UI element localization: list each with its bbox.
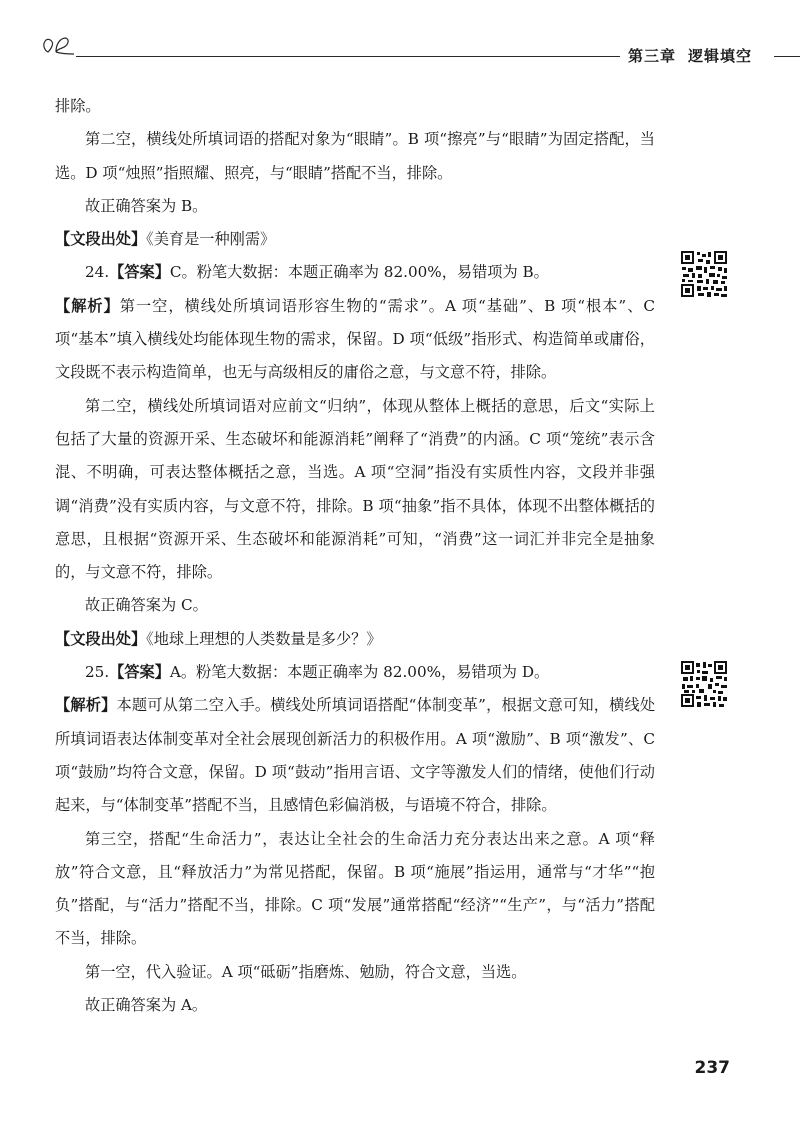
label: 【文段出处】 [55,629,147,648]
page-content [55,90,655,1022]
label: 【答案】 [109,663,170,682]
label: 【答案】 [109,263,170,282]
analysis-paragraph: 【解析】第一空，横线处所填词语形容生物的“需求”。A 项“基础”、B 项“根本”、C 项“基本”填入横线处均能体现生物的需求，保留。D 项“低级”指形式、构造简单或庸俗，文段既不表示构造简单，也无与高级相反的庸俗之意，与文意不符，排除。 [55,296,656,382]
page-number: 237 [694,1058,730,1078]
header-rule-right [774,56,800,57]
answer-line: 25.【答案】A。粉笔大数据：本题正确率为 82.00%，易错项为 D。 [85,663,550,682]
paragraph: 第一空，代入验证。A 项“砥砺”指磨炼、勉励，符合文意，当选。 [85,962,527,981]
sprout-icon [40,32,74,56]
chapter-title [628,45,752,66]
chapter-number: 第三章 [628,47,677,65]
header-rule [76,56,620,57]
paragraph: 排除。 [55,97,101,115]
paragraph: 第三空，搭配“生命活力”，表达让全社会的生命活力充分表达出来之意。A 项“释放”符合文意，且“释放活力”为常见搭配，保留。B 项“施展”指运用，通常与“才华”“抱负”搭配，与“活力”搭配不当，排除。C 项“发展”通常搭配“经济”“生产”，与“活力”搭配不当，排除。 [55,829,655,948]
label: 【解析】 [55,296,120,315]
question-number: 24. [85,263,110,282]
paragraph: 故正确答案为 A。 [85,996,208,1015]
qr-code-icon[interactable] [680,660,728,708]
source-line: 【文段出处】《美育是一种刚需》 [55,230,276,249]
page-header [40,32,800,72]
label: 【文段出处】 [55,230,147,249]
label: 【解析】 [55,696,117,715]
source-line: 【文段出处】《地球上理想的人类数量是多少？》 [55,629,382,648]
chapter-section: 逻辑填空 [688,47,753,65]
qr-code-icon[interactable] [680,250,728,298]
answer-line: 24.【答案】C。粉笔大数据：本题正确率为 82.00%，易错项为 B。 [85,263,549,282]
question-number: 25. [85,663,110,682]
paragraph: 故正确答案为 C。 [85,596,208,615]
paragraph: 第二空，横线处所填词语对应前文“归纳”，体现从整体上概括的意思，后文“实际上包括了大量的资源开采、生态破坏和能源消耗”阐释了“消费”的内涵。C 项“笼统”表示含混、不明确，可表达整体概括之意，当选。A 项“空洞”指没有实质性内容，文段并非强调“消费”没有实质内容，与文意不符，排除。B 项“抽象”指不具体，体现不出整体概括的意思，且根据“资源开采、生态破坏和能源消耗”可知，“消费”这一词汇并非完全是抽象的，与文意不符，排除。 [55,396,655,582]
analysis-paragraph: 【解析】本题可从第二空入手。横线处所填词语搭配“体制变革”，根据文意可知，横线处所填词语表达体制变革对全社会展现创新活力的积极作用。A 项“激励”、B 项“激发”、C 项“鼓励”均符合文意，保留。D 项“鼓动”指用言语、文字等激发人们的情绪，使他们行动起来，与“体制变革”搭配不当，且感情色彩偏消极，与语境不符合，排除。 [55,696,656,815]
paragraph: 第二空，横线处所填词语的搭配对象为“眼睛”。B 项“擦亮”与“眼睛”为固定搭配，当选。D 项“烛照”指照耀、照亮，与“眼睛”搭配不当，排除。 [55,130,655,182]
paragraph: 故正确答案为 B。 [85,196,208,215]
